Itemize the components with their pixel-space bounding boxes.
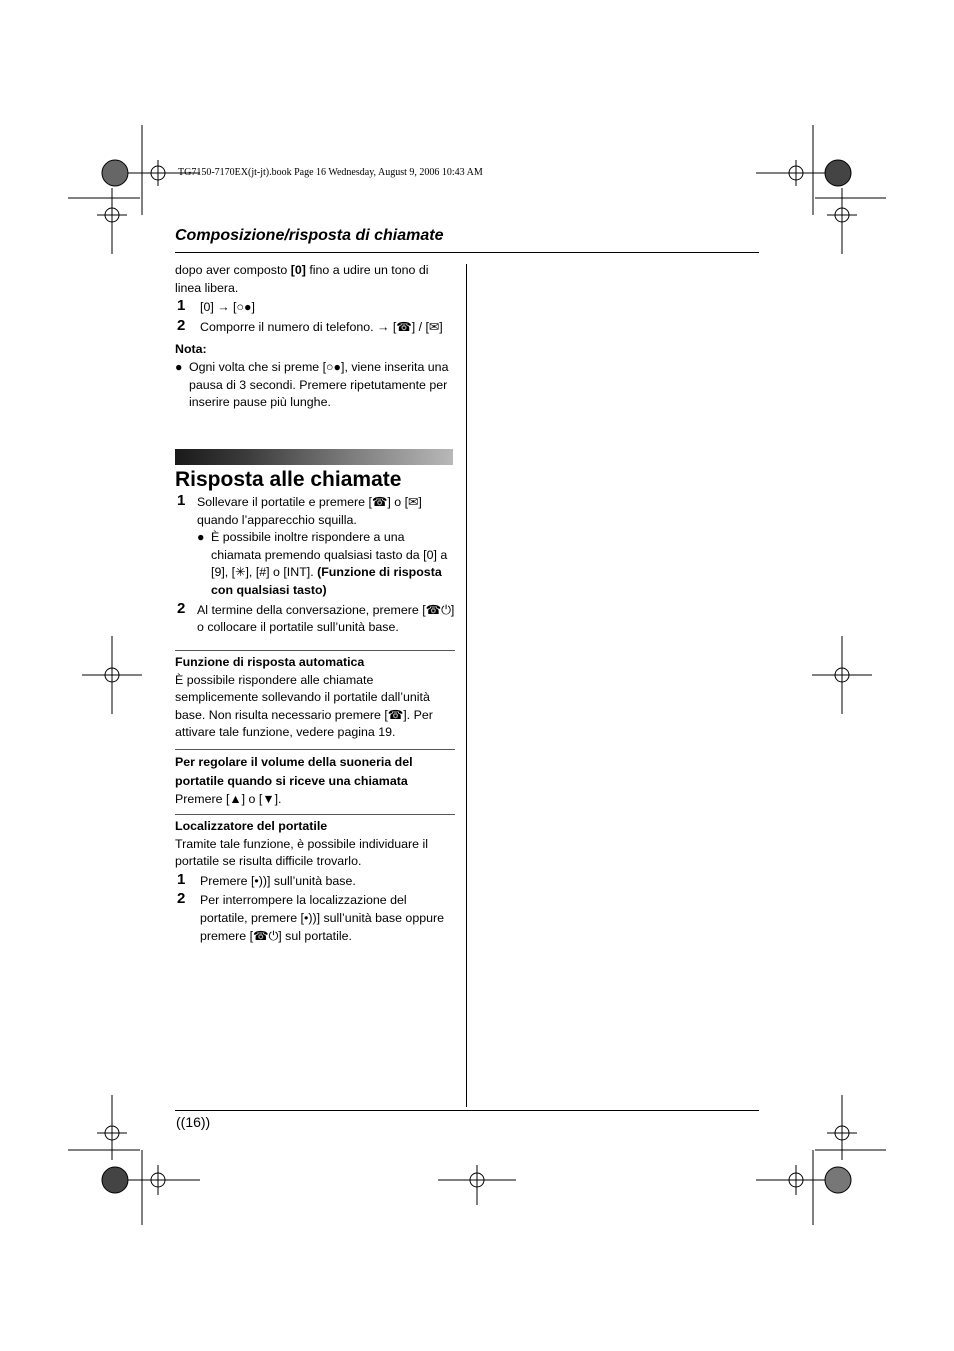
volume-block bbox=[175, 749, 455, 809]
page-header-title: Composizione/risposta di chiamate bbox=[175, 227, 444, 244]
column-divider bbox=[466, 264, 467, 1107]
locator-block bbox=[175, 814, 455, 945]
volume-text: Premere [▲] o [▼]. bbox=[175, 792, 282, 806]
volume-heading: Per regolare il volume della suoneria del portatile quando si riceve una chiamata bbox=[175, 755, 413, 788]
auto-answer-text: È possibile rispondere alle chiamate semplicemente sollevando il portatile dall’unità base. Non risulta necessario premere [☎]. Per attivare tale funzione, vedere pagina 19. bbox=[175, 672, 433, 740]
locator-step-2: 2 Per interrompere la localizzazione del portatile, premere [•))] sull’unità base oppure premere [☎⏻] sul portatile. bbox=[177, 890, 445, 943]
bullet-icon: ● bbox=[197, 530, 205, 545]
answer-section bbox=[175, 466, 455, 637]
step-1: 1 [0] → [○●] bbox=[177, 297, 255, 315]
auto-answer-heading: Funzione di risposta automatica bbox=[175, 655, 365, 669]
step-2: 2 Comporre il numero di telefono. → [☎] / [✉] bbox=[177, 316, 443, 334]
section-title: Risposta alle chiamate bbox=[175, 468, 402, 491]
header-rule bbox=[175, 252, 759, 253]
bullet-icon: ● bbox=[175, 359, 183, 374]
intro-text: dopo aver composto [0] fino a udire un tono di linea libera. bbox=[175, 263, 429, 295]
page-number: ((16)) bbox=[176, 1114, 211, 1130]
footer-rule bbox=[175, 1110, 759, 1111]
answer-step-1: 1 Sollevare il portatile e premere [☎] o [✉] quando l’apparecchio squilla. bbox=[177, 492, 422, 527]
answer-step-2: 2 Al termine della conversazione, premere [☎⏻] o collocare il portatile sull’unità base. bbox=[177, 599, 455, 635]
intro-block bbox=[175, 262, 455, 412]
answer-step-1-bullet: ● È possibile inoltre rispondere a una chiamata premendo qualsiasi tasto da [0] a [9], [✳], [#] o [INT]. (Funzione di risposta con qualsiasi tasto) bbox=[197, 530, 448, 597]
locator-text: Tramite tale funzione, è possibile individuare il portatile se risulta difficile trovarlo. bbox=[175, 836, 428, 869]
locator-step-1: 1 Premere [•))] sull’unità base. bbox=[177, 870, 356, 888]
locator-heading: Localizzatore del portatile bbox=[175, 819, 328, 833]
book-info: TG7150-7170EX(jt-jt).book Page 16 Wednesday, August 9, 2006 10:43 AM bbox=[178, 167, 483, 178]
nota-label: Nota: bbox=[175, 342, 207, 357]
section-bar bbox=[175, 449, 453, 465]
auto-answer-block bbox=[175, 650, 455, 742]
nota-bullet: ● Ogni volta che si preme [○●], viene inserita una pausa di 3 secondi. Premere ripetutamente per inserire pause più lunghe. bbox=[175, 359, 449, 410]
